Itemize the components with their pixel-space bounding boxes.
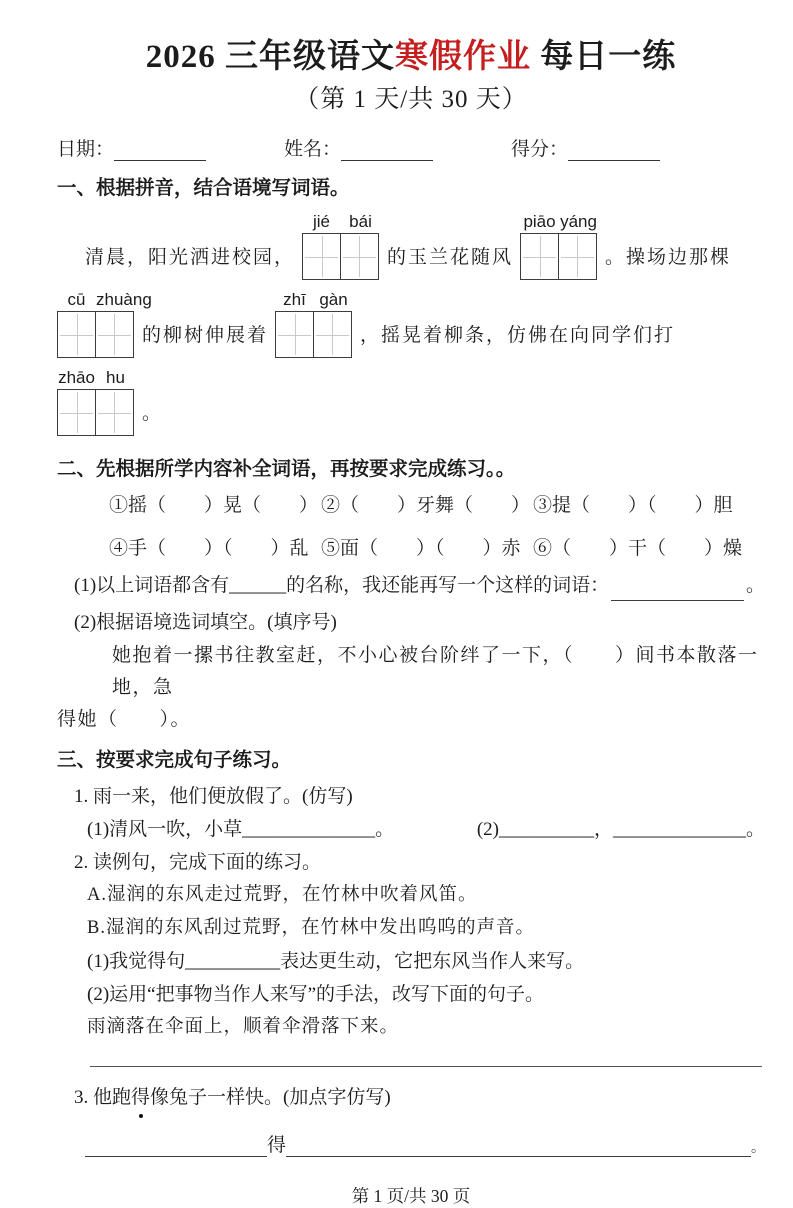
section-2-passage-line-1: 她抱着一摞书往教室赶，不小心被台阶绊了一下，（ ）间书本散落一地，急: [112, 645, 759, 698]
writing-cell: [275, 311, 314, 358]
pinyin-syllable: cū: [67, 290, 86, 309]
pinyin-syllable: zhī: [283, 290, 306, 309]
title-part-1: 2026 三年级语文: [145, 39, 395, 75]
section-3-item-2-q1: (1)我觉得句__________表达更生动，它把东风当作人来写。: [87, 951, 585, 972]
pinyin-label: [275, 289, 353, 311]
question-text: 像兔子一样快。(加点字仿写): [150, 1087, 391, 1108]
section-3-item-2: 2. 读例句，完成下面的练习。: [74, 852, 322, 873]
writing-grid: [57, 311, 135, 358]
date-label: 日期：: [57, 139, 115, 160]
date-blank: [114, 140, 206, 161]
writing-cell: [558, 233, 597, 280]
question-text: 3. 他跑: [74, 1087, 132, 1108]
question-text: 。: [745, 575, 765, 596]
sentence-segment: 的玉兰花随风: [387, 247, 514, 268]
pinyin-label: [57, 289, 152, 311]
answer-mid-char: 得: [267, 1135, 287, 1156]
example-sentence-b: B.湿润的东风刮过荒野，在竹林中发出呜呜的声音。: [87, 918, 535, 938]
name-blank: [341, 140, 433, 161]
sentence-segment: 。操场边那棵: [605, 247, 732, 268]
answer-blank: [286, 1134, 751, 1157]
question-text: (1)以上词语都含有______的名称，我还能再写一个这样的词语：: [74, 575, 610, 596]
pinyin-writing-grid-jiebai: [302, 211, 380, 280]
name-field: [284, 134, 433, 161]
writing-cell: [95, 311, 134, 358]
section-2-heading: 二、先根据所学内容补全词语，再按要求完成练习。。: [57, 458, 516, 480]
writing-grid: [302, 233, 380, 280]
pinyin-writing-grid-piaoyang: [520, 211, 598, 280]
writing-cell: [340, 233, 379, 280]
writing-grid: [57, 389, 135, 436]
section-2-question-2: (2)根据语境选词填空。(填序号): [74, 612, 337, 633]
subtitle: （第 1 天/共 30 天）: [294, 86, 528, 113]
writing-cell: [313, 311, 352, 358]
sentence-segment: ，摇晃着柳条，仿佛在向同学们打: [360, 325, 676, 346]
section-3-item-2-q2: (2)运用“把事物当作人来写”的手法，改写下面的句子。: [87, 984, 545, 1005]
writing-grid: [275, 311, 353, 358]
pinyin-syllable: yáng: [560, 212, 597, 231]
idiom-item-2: ②（ ）牙舞（ ）: [321, 495, 531, 516]
writing-grid: [520, 233, 598, 280]
idiom-item-3: ③提（ ）（ ）胆: [533, 495, 733, 516]
idiom-grid: [109, 491, 765, 564]
sentence-segment: 的柳树伸展着: [142, 325, 269, 346]
pinyin-writing-grid-zhaohu: [57, 367, 135, 436]
page-number: 第 1 页/共 30 页: [351, 1186, 471, 1206]
score-blank: [568, 140, 660, 161]
writing-cell: [302, 233, 341, 280]
answer-line-a: (1)清风一吹，小草______________。: [87, 819, 395, 840]
pinyin-writing-grid-cuzhuang: [57, 289, 152, 358]
pinyin-label: [57, 367, 135, 389]
section-2-question-1: [74, 570, 765, 601]
emphasis-dot: [139, 1114, 143, 1118]
pinyin-syllable: gàn: [319, 290, 348, 309]
pinyin-syllable: zhuàng: [96, 290, 152, 309]
score-field: [511, 134, 660, 161]
section-3-item-3: [74, 1081, 765, 1114]
section-3-heading: 三、按要求完成句子练习。: [57, 749, 292, 771]
answer-period: 。: [751, 1141, 765, 1156]
title-highlight: 寒假作业: [395, 39, 531, 75]
idiom-item-4: ④手（ ）（ ）乱: [109, 538, 309, 559]
pinyin-syllable: hu: [106, 368, 125, 387]
section-1-row-3: [57, 367, 765, 436]
section-3-item-1: 1. 雨一来，他们便放假了。(仿写): [74, 786, 353, 807]
title-part-2: 每日一练: [531, 39, 677, 75]
date-field: [57, 134, 206, 161]
meta-fields: [57, 134, 765, 161]
writing-cell: [520, 233, 559, 280]
section-1-heading: 一、根据拼音，结合语境写词语。: [57, 177, 350, 199]
answer-blank: [611, 580, 744, 601]
section-1-row-2: [57, 289, 765, 358]
score-label: 得分：: [511, 139, 569, 160]
answer-rule-line: [90, 1066, 762, 1067]
name-label: 姓名：: [284, 139, 342, 160]
idiom-item-6: ⑥（ ）干（ ）燥: [533, 538, 743, 559]
writing-cell: [95, 389, 134, 436]
emphasized-char: 得: [131, 1081, 150, 1114]
pinyin-syllable: zhāo: [58, 368, 95, 387]
answer-line-b: (2)__________，______________。: [476, 819, 765, 840]
section-2-passage-line-2: 得她（ ）。: [57, 709, 192, 730]
pinyin-label: [302, 211, 380, 233]
pinyin-label: [520, 211, 598, 233]
pinyin-syllable: piāo: [523, 212, 556, 231]
idiom-item-1: ①摇（ ）晃（ ）: [109, 495, 319, 516]
section-3-item-3-answer: [85, 1130, 765, 1157]
rewrite-source-sentence: 雨滴落在伞面上，顺着伞滑落下来。: [87, 1017, 400, 1037]
idiom-item-5: ⑤面（ ）（ ）赤: [321, 538, 521, 559]
pinyin-syllable: bái: [349, 212, 372, 231]
example-sentence-a: A.湿润的东风走过荒野，在竹林中吹着风笛。: [87, 885, 478, 905]
pinyin-writing-grid-zhigan: [275, 289, 353, 358]
section-3-item-1-answers: [87, 813, 765, 846]
sentence-segment: 清晨，阳光洒进校园，: [85, 247, 296, 268]
section-1-row-1: [57, 211, 765, 280]
sentence-segment: 。: [142, 403, 164, 424]
page-title: [57, 36, 765, 78]
writing-cell: [57, 389, 96, 436]
answer-blank: [85, 1134, 267, 1157]
writing-cell: [57, 311, 96, 358]
pinyin-syllable: jié: [313, 212, 331, 231]
